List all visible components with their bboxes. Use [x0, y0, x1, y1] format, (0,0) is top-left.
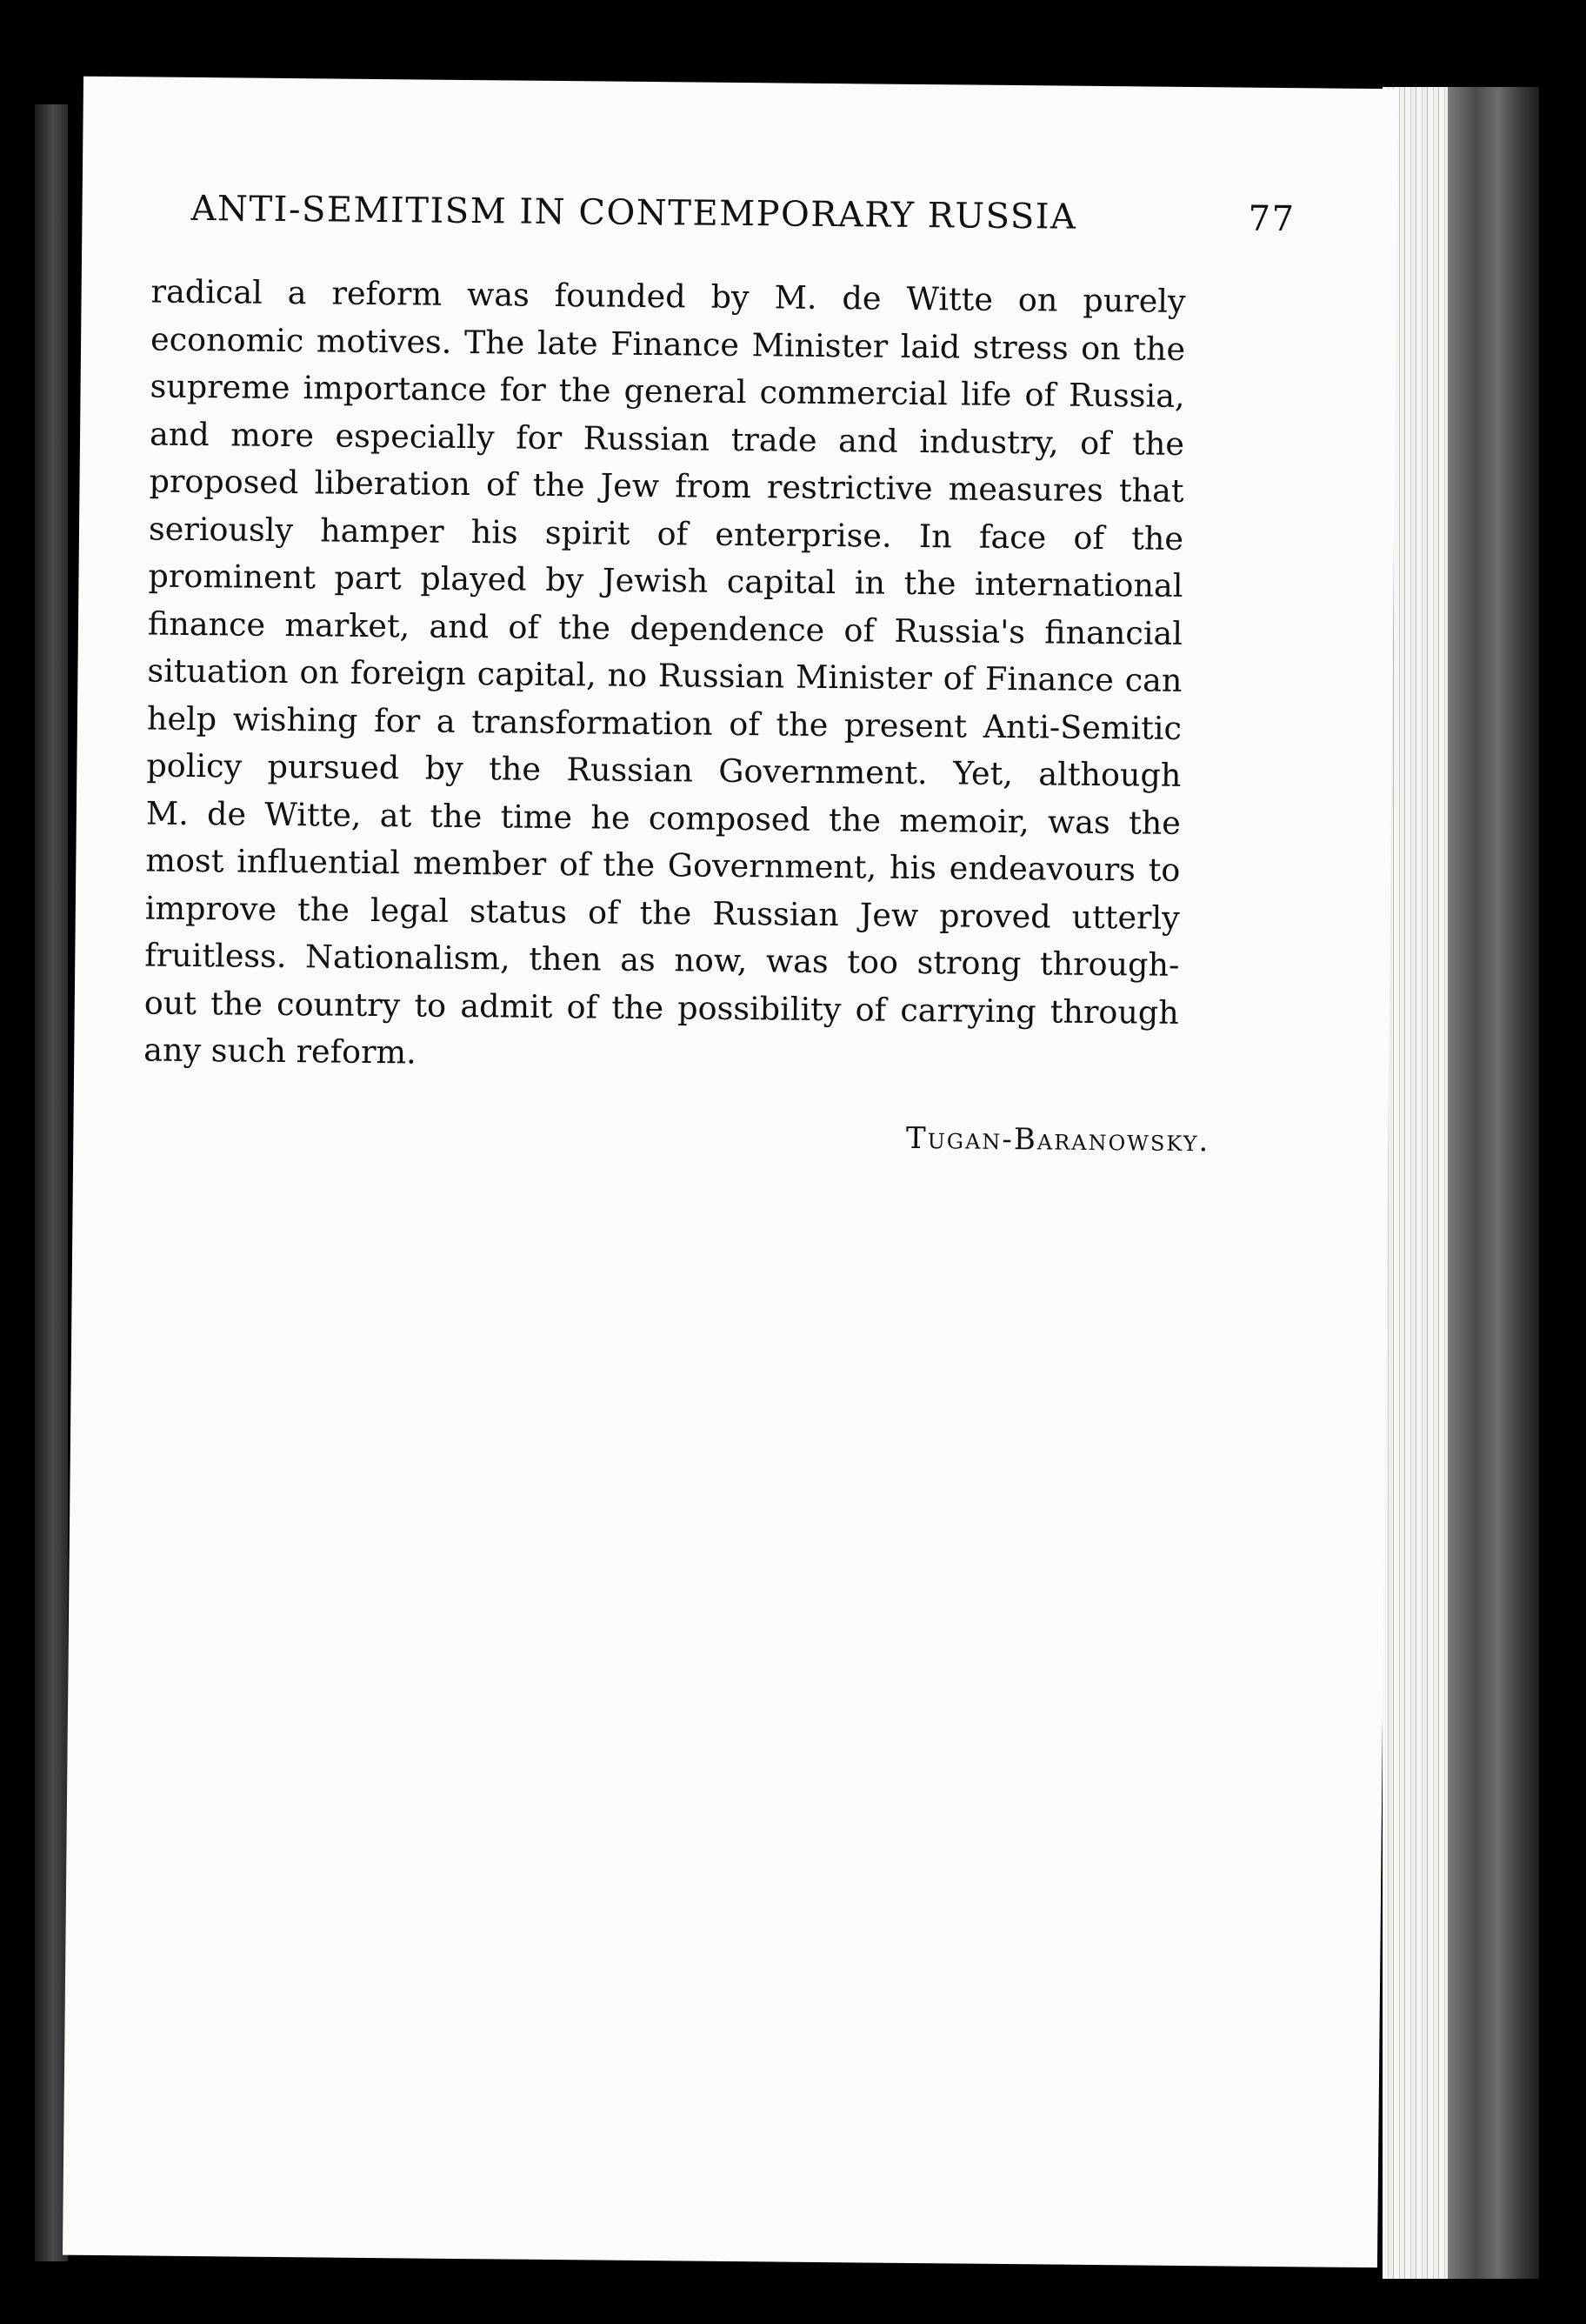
text-line: improve the legal status of the Russian Jew proved utterly [144, 888, 1181, 937]
page-number: 77 [1248, 198, 1296, 240]
book-page [63, 77, 1398, 2267]
page-stack-shadow [1448, 87, 1539, 2279]
running-head-title: ANTI-SEMITISM IN CONTEMPORARY RUSSIA [190, 188, 1077, 237]
text-line: supreme importance for the general commercial life of Russia, [150, 367, 1185, 415]
page-stack-edges [1383, 87, 1539, 2279]
text-line: finance market, and of the dependence of Russia's financial [147, 604, 1183, 652]
body-paragraph [143, 269, 1186, 1085]
text-line: policy pursued by the Russian Government. Yet, although [146, 746, 1182, 794]
running-head [190, 188, 1296, 240]
text-line: economic motives. The late Finance Minister laid stress on the [150, 319, 1186, 368]
text-line: most influential member of the Government, his endeavours to [145, 841, 1181, 889]
previous-page-edge [35, 104, 68, 2261]
author-signature: Tugan-Baranowsky. [905, 1120, 1210, 1159]
text-line: fruitless. Nationalism, then as now, was too strong through- [144, 936, 1180, 984]
text-line: radical a reform was founded by M. de Witte on purely [150, 272, 1186, 320]
text-line: any such reform. [143, 1031, 416, 1072]
text-line: situation on foreign capital, no Russian Minister of Finance can [147, 651, 1183, 699]
text-line: and more especially for Russian trade and industry, of the [149, 414, 1185, 463]
text-line: proposed liberation of the Jew from restrictive measures that [149, 462, 1184, 510]
text-line: seriously hamper his spirit of enterprise. In face of the [148, 509, 1184, 558]
text-line: out the country to admit of the possibility of carrying through [143, 983, 1179, 1032]
text-line: help wishing for a transformation of the present Anti-Semitic [146, 698, 1183, 747]
text-line: prominent part played by Jewish capital in the international [148, 557, 1183, 604]
text-line: M. de Witte, at the time he composed the memoir, was the [145, 793, 1182, 842]
